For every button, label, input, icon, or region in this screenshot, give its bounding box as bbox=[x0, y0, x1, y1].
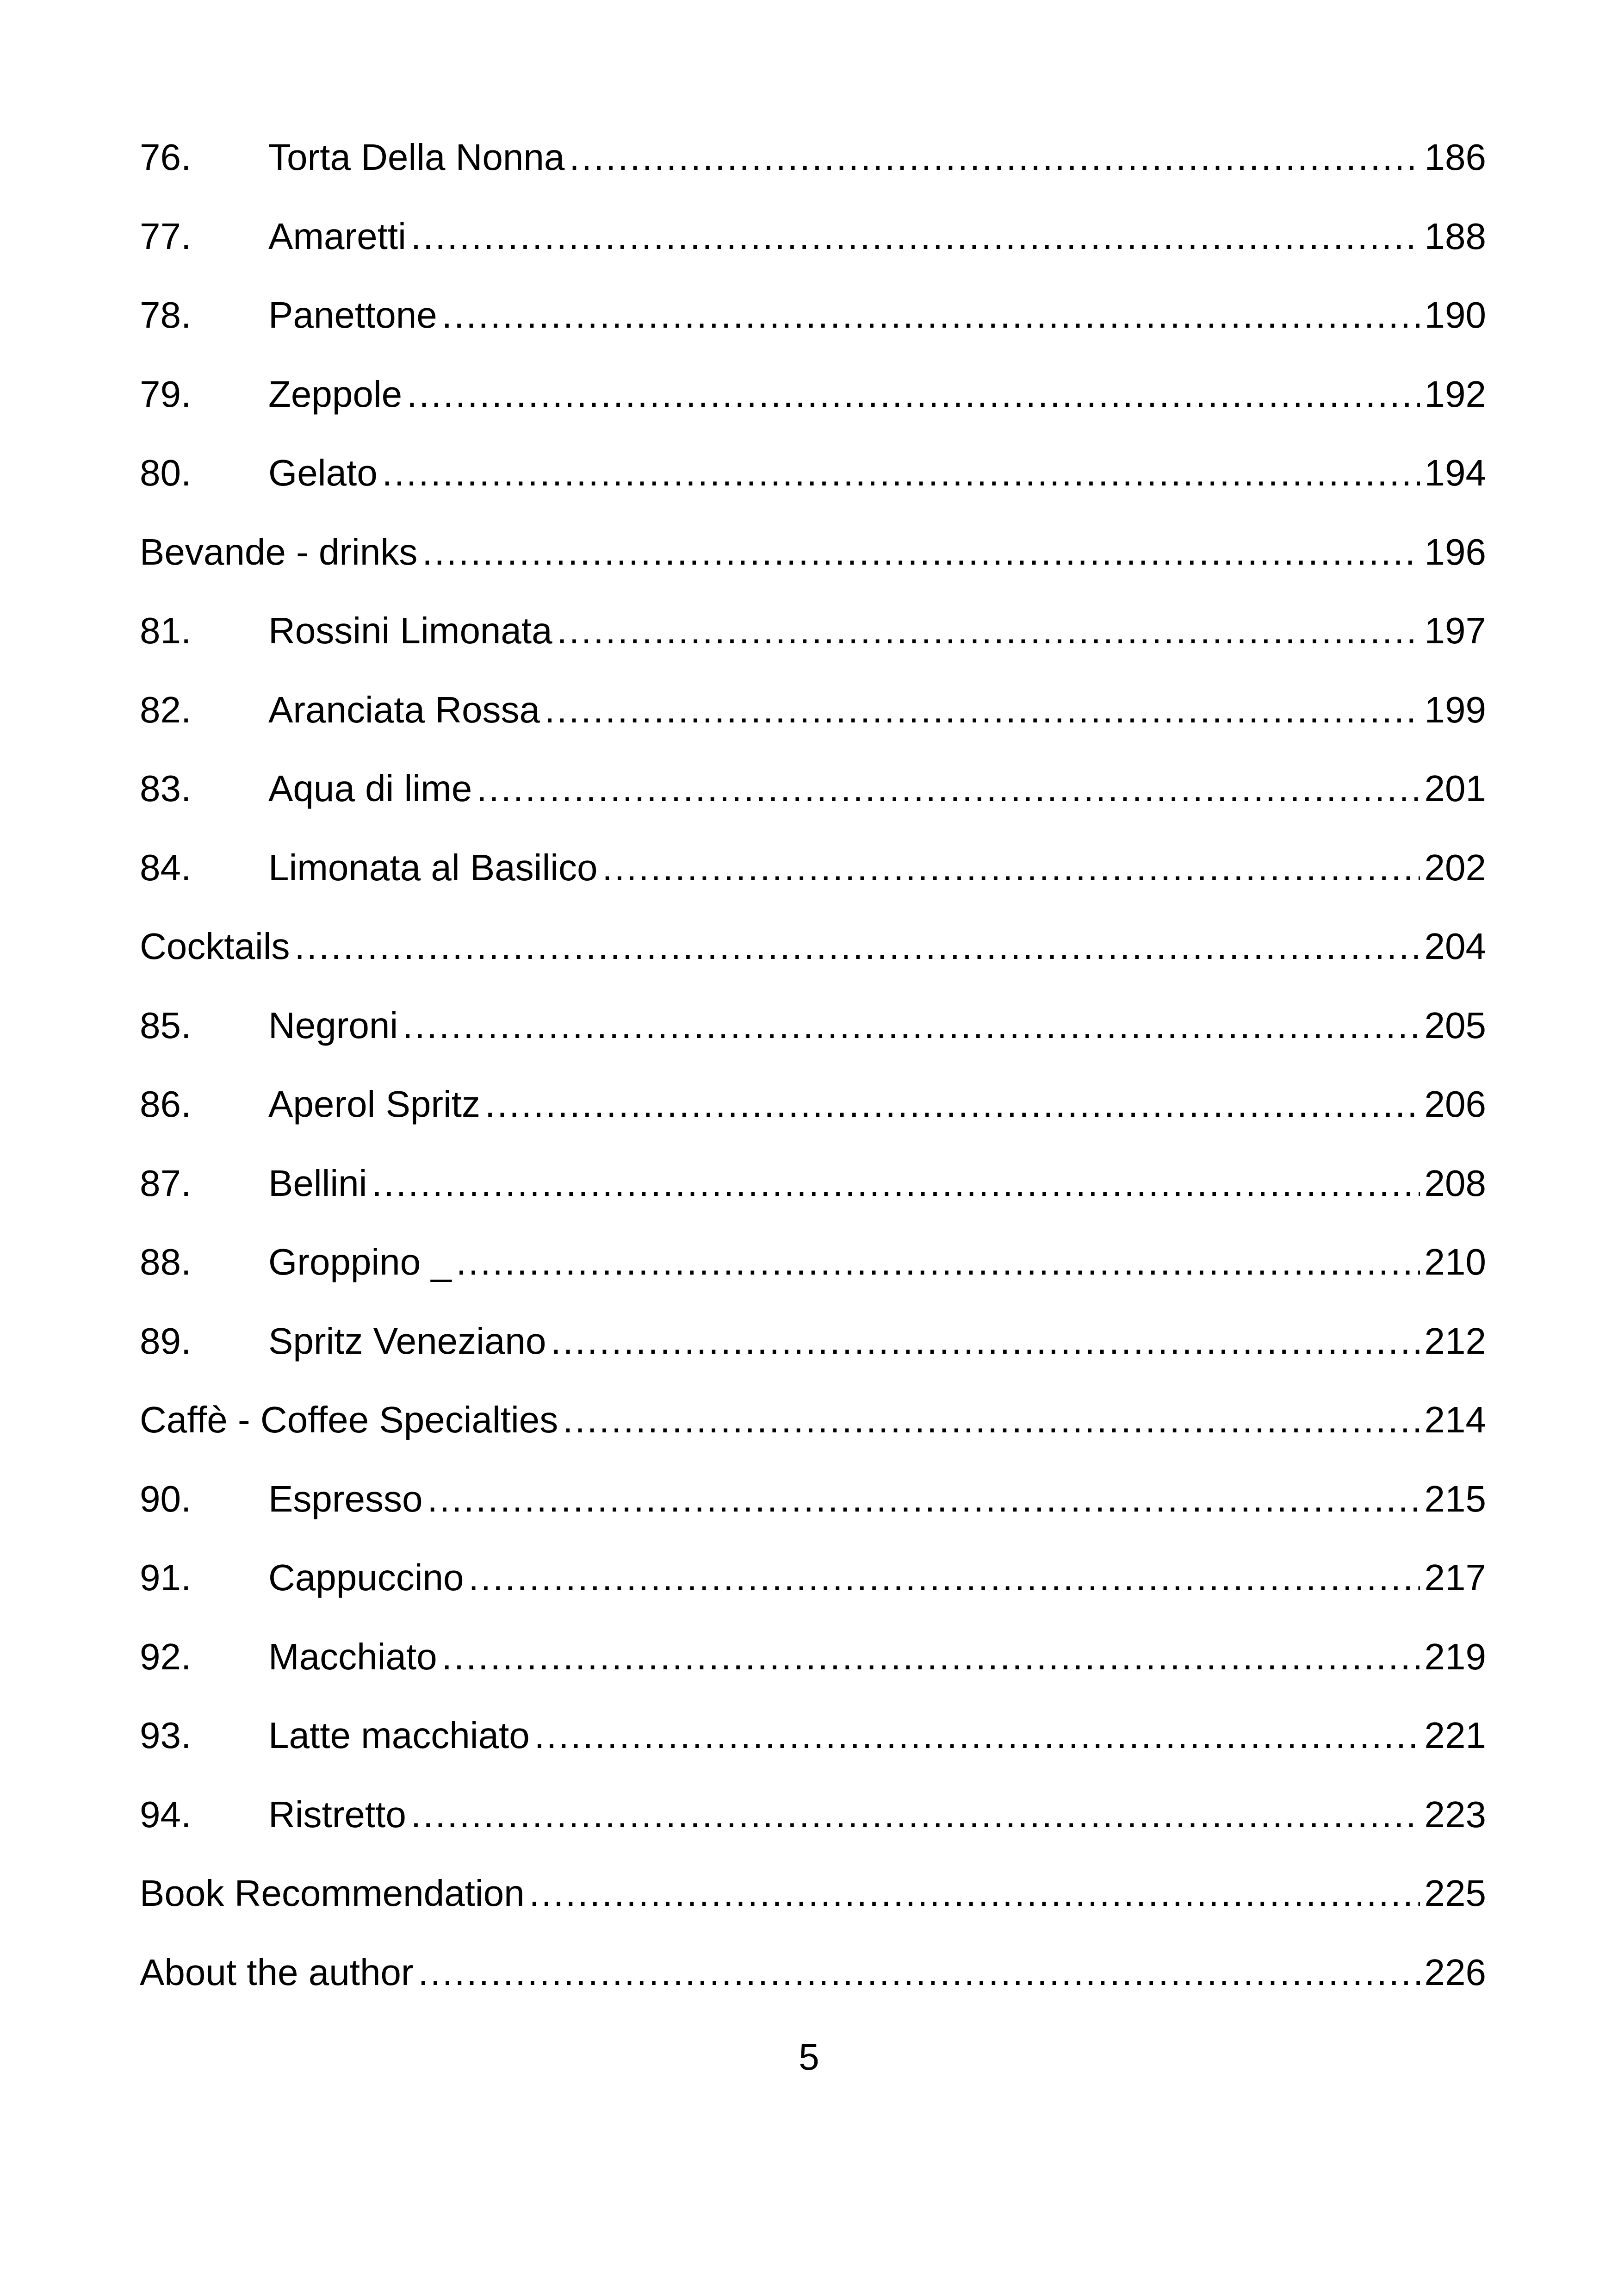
toc-entry-number: 94. bbox=[140, 1793, 192, 1835]
toc-entry-number: 81. bbox=[140, 610, 192, 651]
dot-leader bbox=[563, 1401, 1420, 1438]
toc-entry-title: Rossini Limonata bbox=[268, 610, 552, 651]
toc-entry[interactable] bbox=[140, 1241, 1486, 1323]
dot-leader bbox=[442, 1638, 1420, 1675]
toc-entry-number: 82. bbox=[140, 689, 192, 730]
toc-entry-page: 192 bbox=[1424, 373, 1486, 415]
page-number: 5 bbox=[799, 2036, 819, 2078]
dot-leader bbox=[418, 1954, 1420, 1991]
toc-entry-title: Ristretto bbox=[268, 1793, 406, 1835]
dot-leader bbox=[485, 1086, 1420, 1123]
toc-entry-title: Espresso bbox=[268, 1478, 423, 1519]
toc-entry[interactable] bbox=[140, 1162, 1486, 1244]
toc-entry[interactable] bbox=[140, 846, 1486, 928]
toc-entry-number: 85. bbox=[140, 1004, 192, 1046]
toc-entry[interactable] bbox=[140, 1004, 1486, 1086]
toc-entry-number: 79. bbox=[140, 373, 192, 415]
toc-entry-number: 88. bbox=[140, 1241, 192, 1282]
dot-leader bbox=[422, 534, 1420, 571]
toc-entry[interactable] bbox=[140, 1083, 1486, 1165]
toc-entry-number: 87. bbox=[140, 1162, 192, 1204]
toc-entry-title: Spritz Veneziano bbox=[268, 1320, 546, 1362]
toc-entry-page: 190 bbox=[1424, 294, 1486, 336]
dot-leader bbox=[407, 376, 1420, 413]
dot-leader bbox=[456, 1244, 1420, 1281]
toc-entry-page: 210 bbox=[1424, 1241, 1486, 1282]
toc-entry-page: 186 bbox=[1424, 137, 1486, 178]
toc-entry-title: Cocktails bbox=[140, 926, 290, 967]
toc-entry-title: Limonata al Basilico bbox=[268, 846, 598, 888]
dot-leader bbox=[569, 139, 1420, 176]
toc-entry-title: Aqua di lime bbox=[268, 768, 472, 809]
dot-leader bbox=[477, 770, 1420, 807]
toc-entry-page: 201 bbox=[1424, 768, 1486, 809]
toc-entry-number: 84. bbox=[140, 846, 192, 888]
toc-entry-title: Amaretti bbox=[268, 215, 406, 257]
toc-entry[interactable] bbox=[140, 1320, 1486, 1402]
toc-entry[interactable] bbox=[140, 770, 1486, 849]
dot-leader bbox=[529, 1875, 1420, 1912]
dot-leader bbox=[534, 1717, 1420, 1754]
toc-entry[interactable] bbox=[140, 373, 1486, 455]
toc-entry[interactable] bbox=[140, 294, 1486, 376]
toc-entry-title: Bevande - drinks bbox=[140, 531, 418, 572]
dot-leader bbox=[442, 297, 1420, 334]
toc-entry-title: About the author bbox=[140, 1951, 414, 1993]
toc-entry-page: 214 bbox=[1424, 1399, 1486, 1440]
dot-leader bbox=[382, 454, 1420, 492]
toc-entry-number: 90. bbox=[140, 1478, 192, 1519]
toc-entry-page: 202 bbox=[1424, 846, 1486, 888]
toc-entry-page: 221 bbox=[1424, 1715, 1486, 1756]
toc-entry-page: 219 bbox=[1424, 1636, 1486, 1677]
dot-leader bbox=[411, 218, 1420, 255]
toc-entry-title: Caffè - Coffee Specialties bbox=[140, 1399, 558, 1440]
toc-entry-page: 215 bbox=[1424, 1478, 1486, 1519]
toc-entry[interactable] bbox=[140, 139, 1486, 218]
toc-entry-page: 205 bbox=[1424, 1004, 1486, 1046]
toc-entry-page: 226 bbox=[1424, 1951, 1486, 1993]
toc-entry-title: Cappuccino bbox=[268, 1557, 464, 1598]
toc-entry-number: 91. bbox=[140, 1557, 192, 1598]
toc-entry-title: Panettone bbox=[268, 294, 437, 336]
toc-entry-page: 197 bbox=[1424, 610, 1486, 651]
toc-entry-page: 188 bbox=[1424, 215, 1486, 257]
dot-leader bbox=[551, 1323, 1420, 1360]
dot-leader bbox=[602, 849, 1420, 886]
toc-entry[interactable] bbox=[140, 1951, 1486, 2033]
toc-entry-title: Groppino _ bbox=[268, 1241, 452, 1282]
toc-entry[interactable] bbox=[140, 531, 1486, 613]
dot-leader bbox=[557, 612, 1420, 649]
toc-entry-number: 77. bbox=[140, 215, 192, 257]
toc-entry-page: 223 bbox=[1424, 1793, 1486, 1835]
toc-entry[interactable] bbox=[140, 1638, 1486, 1717]
toc-entry-number: 80. bbox=[140, 452, 192, 493]
toc-entry-page: 206 bbox=[1424, 1083, 1486, 1125]
toc-entry-title: Latte macchiato bbox=[268, 1715, 530, 1756]
toc-entry-number: 86. bbox=[140, 1083, 192, 1125]
toc-entry-page: 196 bbox=[1424, 531, 1486, 572]
toc-entry-page: 208 bbox=[1424, 1162, 1486, 1204]
toc-entry-title: Aranciata Rossa bbox=[268, 689, 540, 730]
toc-entry[interactable] bbox=[140, 1559, 1486, 1638]
toc-entry-page: 199 bbox=[1424, 689, 1486, 730]
toc-entry-number: 89. bbox=[140, 1320, 192, 1362]
toc-entry-number: 92. bbox=[140, 1636, 192, 1677]
toc-entry-page: 212 bbox=[1424, 1320, 1486, 1362]
toc-entry-title: Zeppole bbox=[268, 373, 403, 415]
toc-entry[interactable] bbox=[140, 1478, 1486, 1560]
toc-entry-page: 225 bbox=[1424, 1873, 1486, 1914]
toc-entry[interactable] bbox=[140, 215, 1486, 297]
toc-entry[interactable] bbox=[140, 612, 1486, 691]
toc-entry-number: 76. bbox=[140, 137, 192, 178]
toc-entry-number: 83. bbox=[140, 768, 192, 809]
dot-leader bbox=[469, 1559, 1420, 1596]
toc-entry[interactable] bbox=[140, 1793, 1486, 1875]
toc-entry-title: Gelato bbox=[268, 452, 378, 493]
dot-leader bbox=[427, 1481, 1420, 1518]
table-of-contents bbox=[140, 139, 1486, 2033]
toc-entry-title: Aperol Spritz bbox=[268, 1083, 480, 1125]
toc-entry-title: Macchiato bbox=[268, 1636, 437, 1677]
toc-entry[interactable] bbox=[140, 454, 1486, 534]
toc-entry[interactable] bbox=[140, 1401, 1486, 1481]
toc-entry[interactable] bbox=[140, 691, 1486, 771]
toc-entry-page: 194 bbox=[1424, 452, 1486, 493]
toc-entry-title: Bellini bbox=[268, 1162, 367, 1204]
dot-leader bbox=[372, 1165, 1420, 1202]
toc-entry[interactable] bbox=[140, 928, 1486, 1007]
toc-entry-page: 204 bbox=[1424, 926, 1486, 967]
dot-leader bbox=[403, 1007, 1420, 1044]
toc-entry-title: Negroni bbox=[268, 1004, 398, 1046]
toc-entry-title: Torta Della Nonna bbox=[268, 137, 565, 178]
toc-entry[interactable] bbox=[140, 1875, 1486, 1954]
toc-entry[interactable] bbox=[140, 1717, 1486, 1796]
dot-leader bbox=[545, 691, 1420, 728]
toc-entry-number: 78. bbox=[140, 294, 192, 336]
dot-leader bbox=[411, 1796, 1420, 1833]
toc-entry-number: 93. bbox=[140, 1715, 192, 1756]
dot-leader bbox=[295, 928, 1420, 965]
toc-entry-page: 217 bbox=[1424, 1557, 1486, 1598]
toc-entry-title: Book Recommendation bbox=[140, 1873, 525, 1914]
